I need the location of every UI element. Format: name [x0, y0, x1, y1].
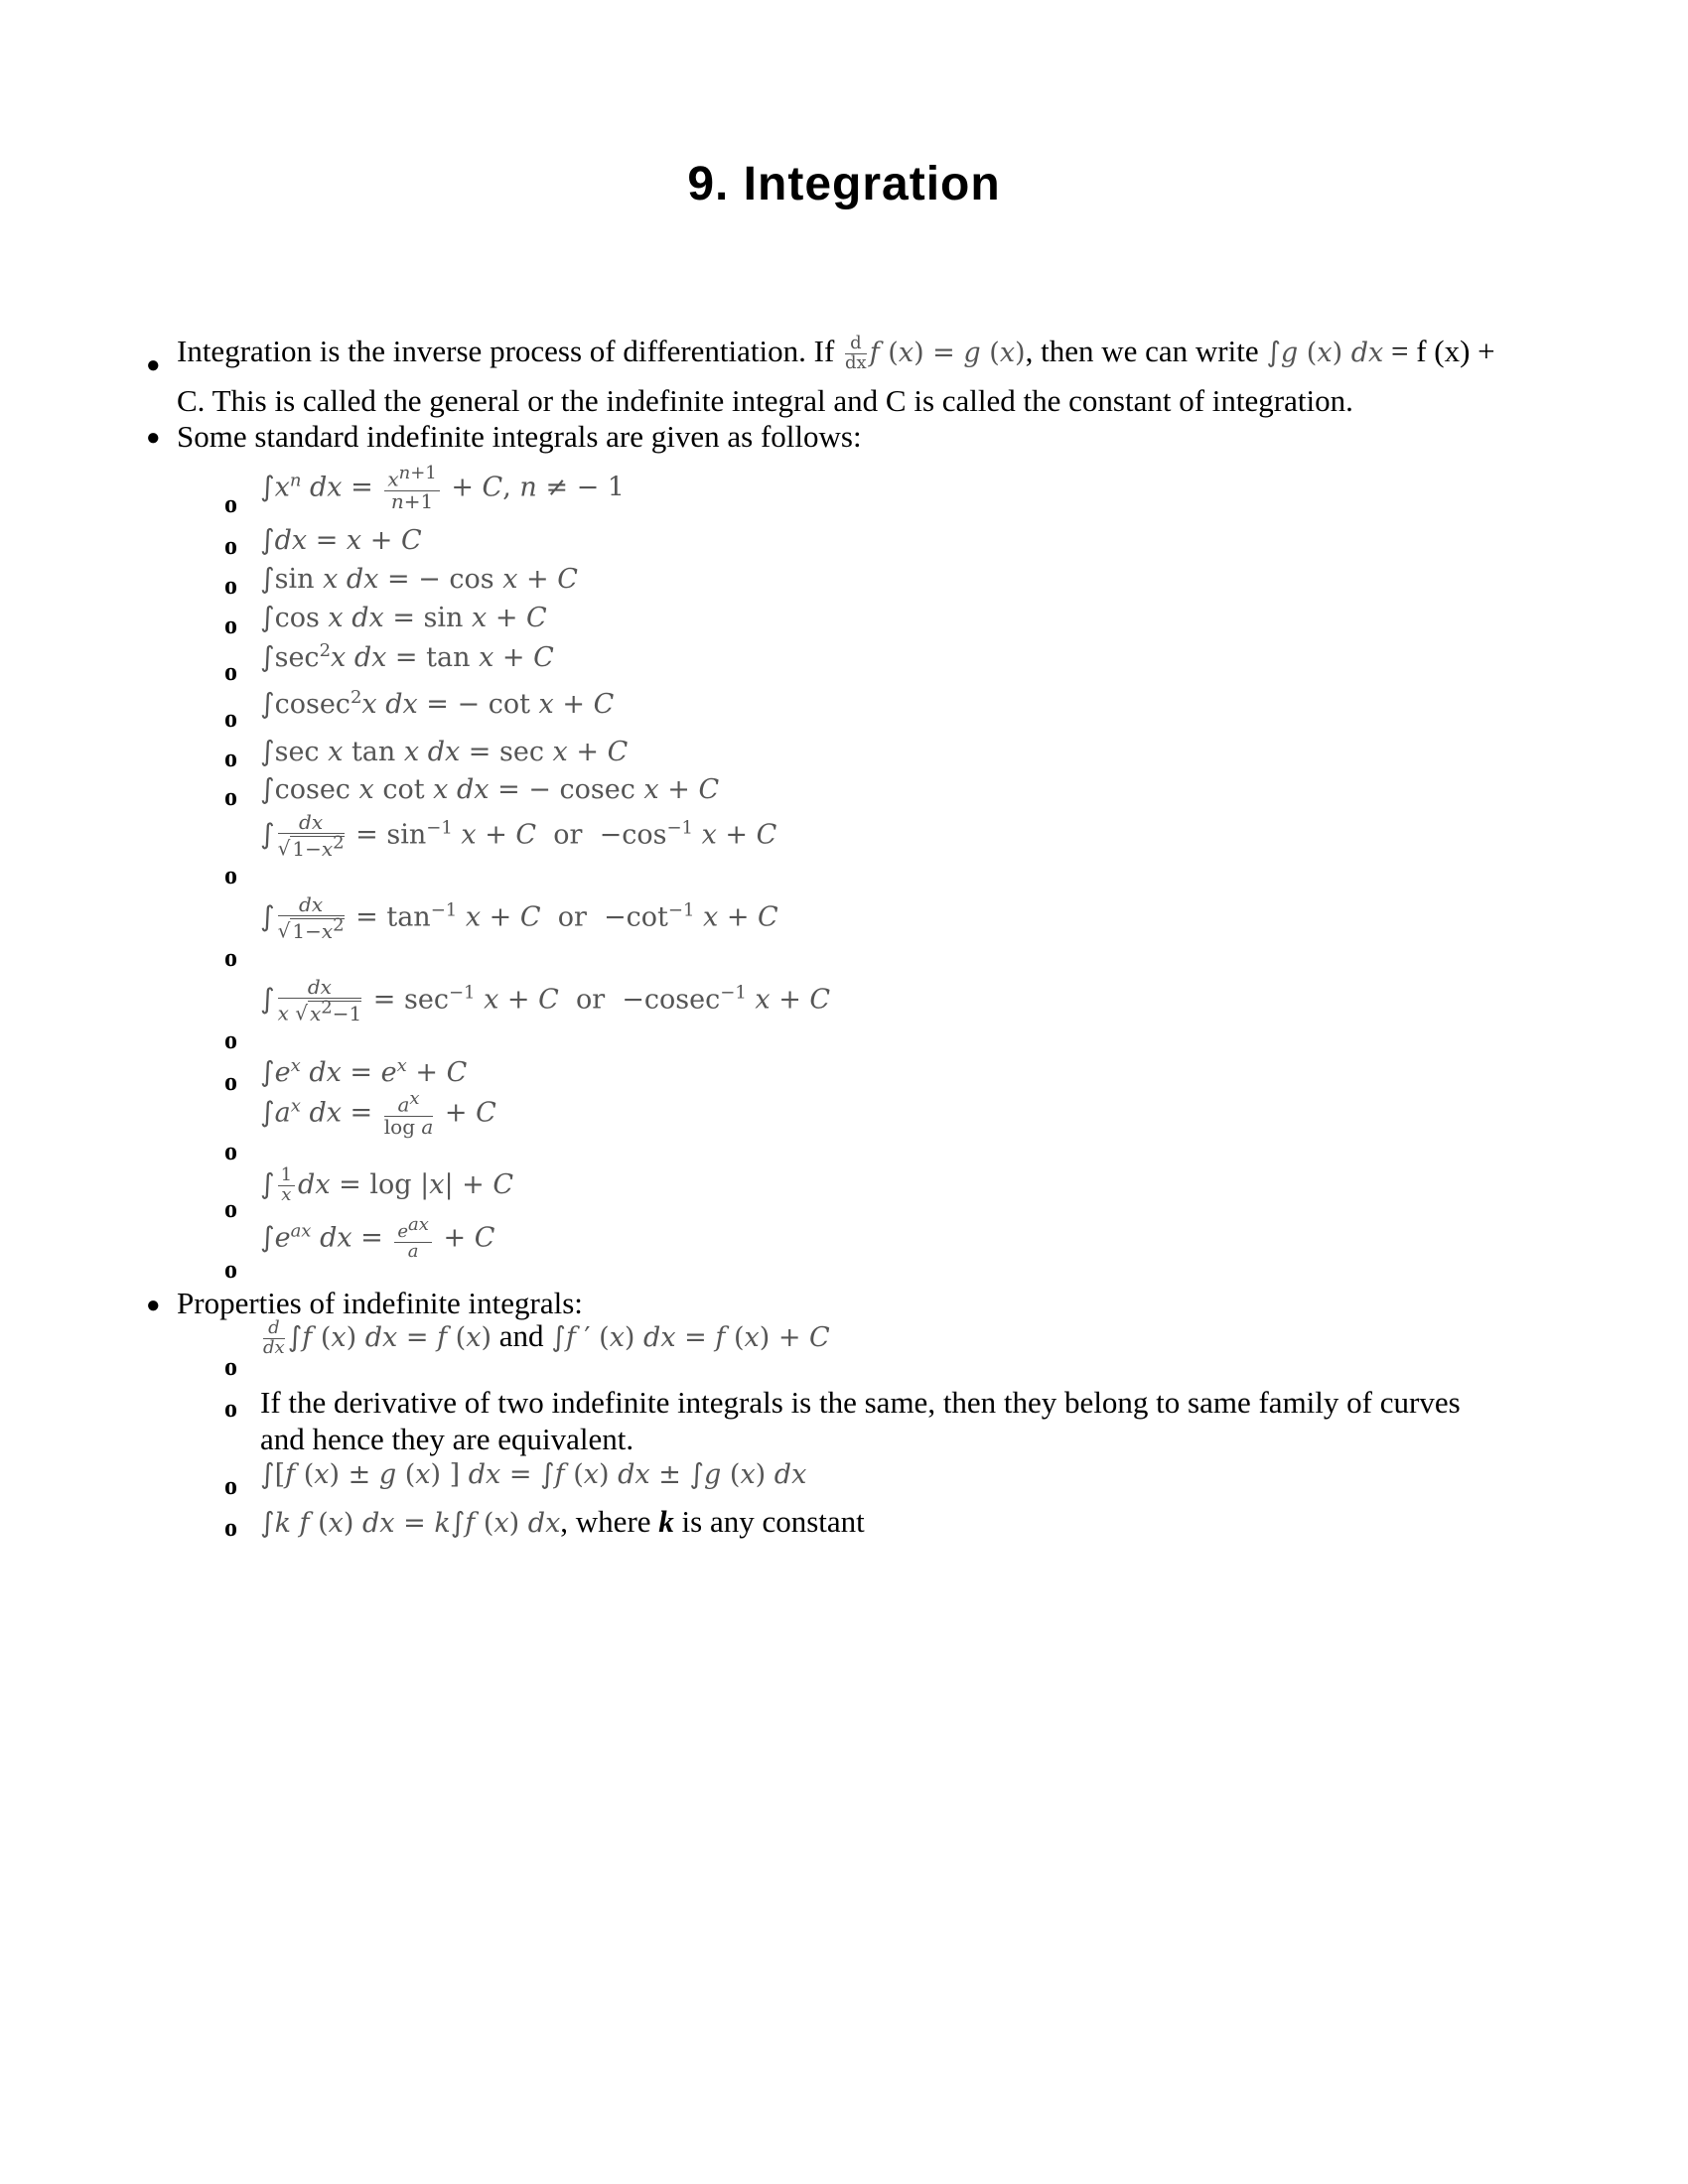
property-k-symbol: k — [658, 1504, 674, 1539]
property-constant-text: is any constant — [681, 1504, 865, 1539]
property-equivalence-line-2: and hence they are equivalent. — [260, 1422, 634, 1456]
sub-bullet: o — [224, 704, 237, 733]
property-sum-rule: ∫[f (x) ± g (x) ] dx = ∫f (x) dx ± ∫g (x) dx — [260, 1457, 807, 1490]
sub-bullet: o — [224, 1513, 237, 1542]
sub-bullet: o — [224, 489, 237, 518]
formula-arcsec: ∫ $\frac{dx}{x √ x^2-1}$ = $\sec^{-1} x + C$ or −cosec$^{-1}$ x + C — [260, 975, 831, 1025]
property-derivative-of-integral: $\frac{d}{dx}$ ∫f (x) dx = f (x) and ∫f ′ (x) dx = f (x) + C — [263, 1317, 830, 1358]
intro-text-2: , then we can write — [1025, 334, 1259, 368]
page-title: 9. Integration — [687, 158, 1001, 210]
bullet-dot: ● — [146, 1293, 161, 1318]
sub-bullet: o — [224, 861, 237, 889]
intro-text-1: Integration is the inverse process of differentiation. If — [177, 334, 835, 368]
intro-text-3: = f (x) + — [1390, 334, 1495, 368]
formula-sec-tan: ∫sec x tan x dx = sec x + C — [260, 735, 629, 767]
intro-derivative-math: $\frac{d}{dx}$ f (x) = g (x) — [845, 333, 1026, 373]
sub-bullet: o — [224, 943, 237, 972]
sub-bullet: o — [224, 1067, 237, 1096]
formula-cos: ∫cos x dx = sin x + C — [260, 601, 547, 633]
properties-heading: Properties of indefinite integrals: — [177, 1286, 583, 1320]
formula-a-power: $\int a^x$ dx = $\frac{a^x}{\text{log a}}$ + C — [260, 1088, 496, 1139]
bullet-dot: ● — [146, 425, 161, 451]
standard-heading: Some standard indefinite integrals are given as follows: — [177, 419, 862, 454]
sub-bullet: o — [224, 611, 237, 639]
property-constant-multiple: ∫k f (x) dx = k∫f (x) dx, where k is any constant — [260, 1504, 865, 1539]
formula-exp: $\int e^x$ dx = $e^x + C$ — [260, 1055, 468, 1088]
sub-bullet: o — [224, 744, 237, 772]
intro-line-2: C. This is called the general or the indefinite integral and C is called the constant of integration. — [177, 383, 1353, 418]
property-equivalence-line-1: If the derivative of two indefinite integrals is the same, then they belong to same family of curves — [260, 1385, 1461, 1420]
intro-line-1 — [177, 334, 1495, 373]
sub-bullet: o — [224, 657, 237, 686]
sub-bullet: o — [224, 571, 237, 600]
sub-bullet: o — [224, 1471, 237, 1500]
sub-bullet: o — [224, 1255, 237, 1284]
sub-bullet: o — [224, 1194, 237, 1223]
sub-bullet: o — [224, 1394, 237, 1423]
formula-cosec-cot: ∫cosec x cot x dx = − cosec x + C — [260, 772, 720, 805]
property-where-text: , where — [560, 1504, 651, 1539]
formula-reciprocal: ∫ $\frac{1}{x}$ dx = log |x| + C — [260, 1164, 514, 1205]
formula-exp-ax: $\int e^{ax}$ dx = $\frac{e^{ax}}{a}$ + C — [260, 1214, 495, 1262]
sub-bullet: o — [224, 1025, 237, 1054]
property-and-text: and — [498, 1318, 544, 1353]
formula-arctan: ∫ $\frac{dx}{√ 1-x^2}$ = $\tan^{-1} x + C$ or $-\cot^{-1}$ x + C — [260, 892, 778, 943]
intro-integral-math: ∫g (x) dx — [1266, 336, 1384, 368]
formula-power-rule: $\int x^n$ dx = $\frac{x^{n+1}}{n+1}$ + C, n ≠ − 1 — [260, 463, 625, 513]
sub-bullet: o — [224, 782, 237, 811]
formula-dx: ∫dx = x + C — [260, 523, 422, 556]
formula-arcsin: ∫ $\frac{dx}{√ 1-x^2}$ = $\sin^{-1} x + C$ or $-\cos^{-1}$ x + C — [260, 810, 777, 861]
formula-sec-squared: $\int\sec^2x$ dx = tan x + C — [260, 640, 554, 673]
formula-cosec-squared: ∫cosec$^2$x dx = − cot x + C — [260, 687, 615, 720]
sub-bullet: o — [224, 1137, 237, 1165]
sub-bullet: o — [224, 531, 237, 560]
bullet-dot: ● — [146, 352, 161, 378]
formula-sin: ∫sin x dx = − cos x + C — [260, 562, 578, 595]
sub-bullet: o — [224, 1352, 237, 1381]
